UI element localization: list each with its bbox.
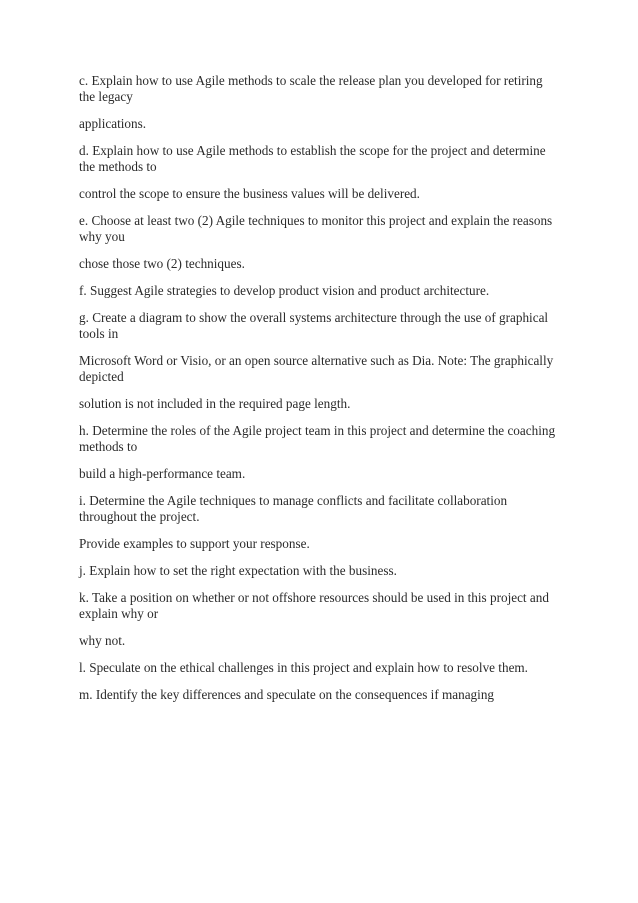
paragraph-c-2: applications.	[79, 116, 147, 131]
document-body	[79, 73, 559, 714]
paragraph-k-2: why not.	[79, 633, 126, 648]
paragraph-d-2: control the scope to ensure the business values will be delivered.	[79, 186, 420, 201]
paragraph-h-1: h. Determine the roles of the Agile project team in this project and determine the coaching methods to	[79, 423, 556, 454]
paragraph-f: f. Suggest Agile strategies to develop product vision and product architecture.	[79, 283, 490, 298]
paragraph-e-1: e. Choose at least two (2) Agile techniques to monitor this project and explain the reasons why you	[79, 213, 553, 244]
paragraph-j: j. Explain how to set the right expectation with the business.	[79, 563, 397, 578]
paragraph-i-1: i. Determine the Agile techniques to manage conflicts and facilitate collaboration throughout the project.	[79, 493, 508, 524]
paragraph-m: m. Identify the key differences and speculate on the consequences if managing	[79, 687, 495, 702]
paragraph-e-2: chose those two (2) techniques.	[79, 256, 245, 271]
paragraph-g-1: g. Create a diagram to show the overall systems architecture through the use of graphical tools in	[79, 310, 549, 341]
paragraph-c-1: c. Explain how to use Agile methods to scale the release plan you developed for retiring the legacy	[79, 73, 543, 104]
paragraph-g-3: solution is not included in the required page length.	[79, 396, 351, 411]
paragraph-i-2: Provide examples to support your response.	[79, 536, 310, 551]
paragraph-k-1: k. Take a position on whether or not offshore resources should be used in this project and explain why or	[79, 590, 549, 621]
paragraph-h-2: build a high-performance team.	[79, 466, 246, 481]
paragraph-l: l. Speculate on the ethical challenges in this project and explain how to resolve them.	[79, 660, 528, 675]
paragraph-g-2: Microsoft Word or Visio, or an open source alternative such as Dia. Note: The graphically depicted	[79, 353, 554, 384]
paragraph-d-1: d. Explain how to use Agile methods to establish the scope for the project and determine the methods to	[79, 143, 546, 174]
